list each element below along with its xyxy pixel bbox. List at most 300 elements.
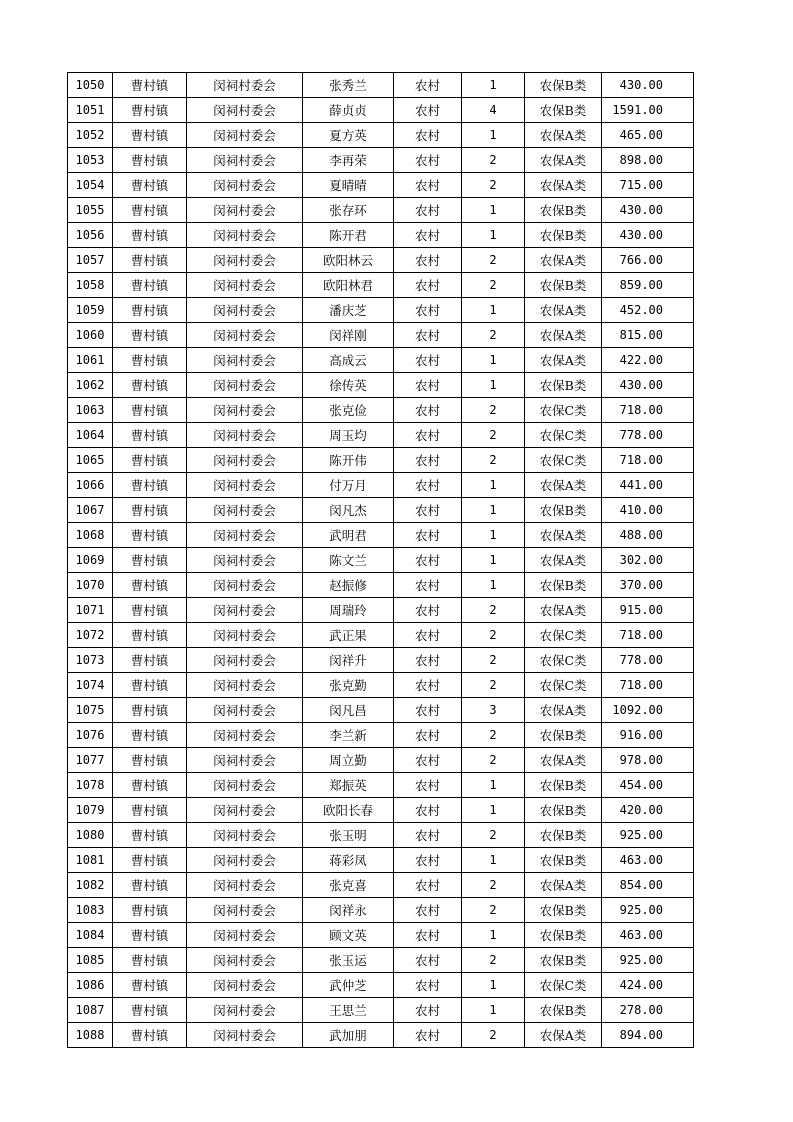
- amount-cell: 925.00: [602, 823, 694, 848]
- household-count-cell: 2: [462, 873, 525, 898]
- amount-cell: 465.00: [602, 123, 694, 148]
- village-committee-cell: 闵祠村委会: [187, 298, 303, 323]
- insurance-class-cell: 农保B类: [525, 573, 602, 598]
- amount-cell: 718.00: [602, 398, 694, 423]
- name-cell: 武仲芝: [303, 973, 394, 998]
- name-cell: 徐传英: [303, 373, 394, 398]
- village-committee-cell: 闵祠村委会: [187, 523, 303, 548]
- village-committee-cell: 闵祠村委会: [187, 823, 303, 848]
- village-committee-cell: 闵祠村委会: [187, 623, 303, 648]
- village-committee-cell: 闵祠村委会: [187, 698, 303, 723]
- insurance-class-cell: 农保A类: [525, 248, 602, 273]
- name-cell: 王思兰: [303, 998, 394, 1023]
- amount-cell: 430.00: [602, 373, 694, 398]
- name-cell: 陈文兰: [303, 548, 394, 573]
- table-row: [68, 748, 694, 773]
- amount-cell: 978.00: [602, 748, 694, 773]
- table-row: [68, 923, 694, 948]
- area-type-cell: 农村: [394, 548, 462, 573]
- town-cell: 曹村镇: [113, 798, 187, 823]
- amount-cell: 854.00: [602, 873, 694, 898]
- area-type-cell: 农村: [394, 873, 462, 898]
- amount-cell: 430.00: [602, 223, 694, 248]
- name-cell: 张玉运: [303, 948, 394, 973]
- town-cell: 曹村镇: [113, 823, 187, 848]
- household-count-cell: 2: [462, 423, 525, 448]
- name-cell: 武正果: [303, 623, 394, 648]
- insurance-class-cell: 农保B类: [525, 773, 602, 798]
- row-number-cell: 1074: [68, 673, 113, 698]
- town-cell: 曹村镇: [113, 873, 187, 898]
- area-type-cell: 农村: [394, 598, 462, 623]
- row-number-cell: 1072: [68, 623, 113, 648]
- insurance-class-cell: 农保A类: [525, 173, 602, 198]
- name-cell: 薛贞贞: [303, 98, 394, 123]
- table-row: [68, 823, 694, 848]
- household-count-cell: 1: [462, 348, 525, 373]
- name-cell: 李兰新: [303, 723, 394, 748]
- town-cell: 曹村镇: [113, 123, 187, 148]
- name-cell: 张玉明: [303, 823, 394, 848]
- town-cell: 曹村镇: [113, 548, 187, 573]
- amount-cell: 420.00: [602, 798, 694, 823]
- table-row: [68, 98, 694, 123]
- name-cell: 闵凡昌: [303, 698, 394, 723]
- table-row: [68, 673, 694, 698]
- town-cell: 曹村镇: [113, 198, 187, 223]
- name-cell: 夏方英: [303, 123, 394, 148]
- name-cell: 郑振英: [303, 773, 394, 798]
- row-number-cell: 1067: [68, 498, 113, 523]
- row-number-cell: 1088: [68, 1023, 113, 1048]
- amount-cell: 422.00: [602, 348, 694, 373]
- household-count-cell: 4: [462, 98, 525, 123]
- town-cell: 曹村镇: [113, 248, 187, 273]
- town-cell: 曹村镇: [113, 473, 187, 498]
- town-cell: 曹村镇: [113, 848, 187, 873]
- amount-cell: 463.00: [602, 923, 694, 948]
- area-type-cell: 农村: [394, 798, 462, 823]
- amount-cell: 766.00: [602, 248, 694, 273]
- household-count-cell: 1: [462, 473, 525, 498]
- area-type-cell: 农村: [394, 448, 462, 473]
- town-cell: 曹村镇: [113, 898, 187, 923]
- town-cell: 曹村镇: [113, 748, 187, 773]
- insurance-class-cell: 农保B类: [525, 923, 602, 948]
- amount-cell: 430.00: [602, 73, 694, 98]
- town-cell: 曹村镇: [113, 73, 187, 98]
- area-type-cell: 农村: [394, 348, 462, 373]
- insurance-class-cell: 农保B类: [525, 98, 602, 123]
- name-cell: 潘庆芝: [303, 298, 394, 323]
- area-type-cell: 农村: [394, 573, 462, 598]
- table-row: [68, 873, 694, 898]
- town-cell: 曹村镇: [113, 398, 187, 423]
- row-number-cell: 1076: [68, 723, 113, 748]
- name-cell: 赵振修: [303, 573, 394, 598]
- amount-cell: 488.00: [602, 523, 694, 548]
- household-count-cell: 1: [462, 198, 525, 223]
- table-row: [68, 398, 694, 423]
- amount-cell: 370.00: [602, 573, 694, 598]
- village-committee-cell: 闵祠村委会: [187, 798, 303, 823]
- table-row: [68, 223, 694, 248]
- area-type-cell: 农村: [394, 248, 462, 273]
- insurance-class-cell: 农保C类: [525, 398, 602, 423]
- name-cell: 闵凡杰: [303, 498, 394, 523]
- row-number-cell: 1083: [68, 898, 113, 923]
- household-count-cell: 2: [462, 823, 525, 848]
- village-committee-cell: 闵祠村委会: [187, 198, 303, 223]
- area-type-cell: 农村: [394, 398, 462, 423]
- household-count-cell: 1: [462, 123, 525, 148]
- row-number-cell: 1064: [68, 423, 113, 448]
- village-committee-cell: 闵祠村委会: [187, 723, 303, 748]
- insurance-class-cell: 农保B类: [525, 198, 602, 223]
- village-committee-cell: 闵祠村委会: [187, 98, 303, 123]
- insurance-class-cell: 农保A类: [525, 548, 602, 573]
- town-cell: 曹村镇: [113, 673, 187, 698]
- amount-cell: 859.00: [602, 273, 694, 298]
- amount-cell: 718.00: [602, 673, 694, 698]
- row-number-cell: 1070: [68, 573, 113, 598]
- table-row: [68, 898, 694, 923]
- insurance-class-cell: 农保A类: [525, 1023, 602, 1048]
- row-number-cell: 1073: [68, 648, 113, 673]
- row-number-cell: 1062: [68, 373, 113, 398]
- insurance-class-cell: 农保B类: [525, 498, 602, 523]
- name-cell: 武明君: [303, 523, 394, 548]
- row-number-cell: 1084: [68, 923, 113, 948]
- table-row: [68, 423, 694, 448]
- name-cell: 周瑞玲: [303, 598, 394, 623]
- table-row: [68, 173, 694, 198]
- table-row: [68, 523, 694, 548]
- household-count-cell: 1: [462, 973, 525, 998]
- area-type-cell: 农村: [394, 748, 462, 773]
- village-committee-cell: 闵祠村委会: [187, 848, 303, 873]
- area-type-cell: 农村: [394, 973, 462, 998]
- table-row: [68, 348, 694, 373]
- name-cell: 陈开君: [303, 223, 394, 248]
- area-type-cell: 农村: [394, 673, 462, 698]
- insurance-class-cell: 农保A类: [525, 598, 602, 623]
- row-number-cell: 1055: [68, 198, 113, 223]
- insurance-class-cell: 农保A类: [525, 323, 602, 348]
- village-committee-cell: 闵祠村委会: [187, 748, 303, 773]
- table-row: [68, 473, 694, 498]
- row-number-cell: 1053: [68, 148, 113, 173]
- table-row: [68, 73, 694, 98]
- row-number-cell: 1082: [68, 873, 113, 898]
- row-number-cell: 1079: [68, 798, 113, 823]
- row-number-cell: 1052: [68, 123, 113, 148]
- row-number-cell: 1075: [68, 698, 113, 723]
- table-row: [68, 623, 694, 648]
- town-cell: 曹村镇: [113, 448, 187, 473]
- row-number-cell: 1056: [68, 223, 113, 248]
- row-number-cell: 1051: [68, 98, 113, 123]
- insurance-class-cell: 农保B类: [525, 848, 602, 873]
- table-row: [68, 1023, 694, 1048]
- amount-cell: 452.00: [602, 298, 694, 323]
- table-row: [68, 573, 694, 598]
- table-row: [68, 248, 694, 273]
- area-type-cell: 农村: [394, 473, 462, 498]
- household-count-cell: 2: [462, 273, 525, 298]
- area-type-cell: 农村: [394, 1023, 462, 1048]
- insurance-class-cell: 农保A类: [525, 523, 602, 548]
- name-cell: 武加朋: [303, 1023, 394, 1048]
- household-count-cell: 2: [462, 448, 525, 473]
- area-type-cell: 农村: [394, 498, 462, 523]
- household-count-cell: 2: [462, 623, 525, 648]
- name-cell: 欧阳林君: [303, 273, 394, 298]
- area-type-cell: 农村: [394, 698, 462, 723]
- household-count-cell: 1: [462, 848, 525, 873]
- household-count-cell: 2: [462, 173, 525, 198]
- table-row: [68, 448, 694, 473]
- village-committee-cell: 闵祠村委会: [187, 273, 303, 298]
- town-cell: 曹村镇: [113, 323, 187, 348]
- table-row: [68, 123, 694, 148]
- area-type-cell: 农村: [394, 98, 462, 123]
- household-count-cell: 2: [462, 723, 525, 748]
- insurance-class-cell: 农保C类: [525, 673, 602, 698]
- insurance-class-cell: 农保C类: [525, 623, 602, 648]
- table-row: [68, 798, 694, 823]
- household-count-cell: 1: [462, 498, 525, 523]
- row-number-cell: 1057: [68, 248, 113, 273]
- name-cell: 闵祥升: [303, 648, 394, 673]
- row-number-cell: 1063: [68, 398, 113, 423]
- name-cell: 周玉均: [303, 423, 394, 448]
- amount-cell: 454.00: [602, 773, 694, 798]
- town-cell: 曹村镇: [113, 148, 187, 173]
- village-committee-cell: 闵祠村委会: [187, 223, 303, 248]
- table-row: [68, 998, 694, 1023]
- town-cell: 曹村镇: [113, 498, 187, 523]
- amount-cell: 463.00: [602, 848, 694, 873]
- area-type-cell: 农村: [394, 923, 462, 948]
- insurance-class-cell: 农保A类: [525, 123, 602, 148]
- insurance-class-cell: 农保B类: [525, 798, 602, 823]
- amount-cell: 410.00: [602, 498, 694, 523]
- row-number-cell: 1087: [68, 998, 113, 1023]
- town-cell: 曹村镇: [113, 373, 187, 398]
- row-number-cell: 1066: [68, 473, 113, 498]
- town-cell: 曹村镇: [113, 348, 187, 373]
- town-cell: 曹村镇: [113, 523, 187, 548]
- insurance-class-cell: 农保B类: [525, 823, 602, 848]
- village-committee-cell: 闵祠村委会: [187, 448, 303, 473]
- name-cell: 陈开伟: [303, 448, 394, 473]
- insurance-class-cell: 农保C类: [525, 423, 602, 448]
- table-row: [68, 548, 694, 573]
- amount-cell: 894.00: [602, 1023, 694, 1048]
- insurance-class-cell: 农保A类: [525, 348, 602, 373]
- area-type-cell: 农村: [394, 848, 462, 873]
- town-cell: 曹村镇: [113, 998, 187, 1023]
- insurance-class-cell: 农保A类: [525, 473, 602, 498]
- household-count-cell: 2: [462, 598, 525, 623]
- household-count-cell: 2: [462, 398, 525, 423]
- name-cell: 周立勤: [303, 748, 394, 773]
- town-cell: 曹村镇: [113, 623, 187, 648]
- row-number-cell: 1071: [68, 598, 113, 623]
- village-committee-cell: 闵祠村委会: [187, 573, 303, 598]
- amount-cell: 430.00: [602, 198, 694, 223]
- town-cell: 曹村镇: [113, 923, 187, 948]
- household-count-cell: 1: [462, 298, 525, 323]
- area-type-cell: 农村: [394, 623, 462, 648]
- amount-cell: 715.00: [602, 173, 694, 198]
- town-cell: 曹村镇: [113, 948, 187, 973]
- row-number-cell: 1078: [68, 773, 113, 798]
- insurance-class-cell: 农保C类: [525, 648, 602, 673]
- household-count-cell: 3: [462, 698, 525, 723]
- household-count-cell: 1: [462, 523, 525, 548]
- name-cell: 闵祥永: [303, 898, 394, 923]
- area-type-cell: 农村: [394, 948, 462, 973]
- row-number-cell: 1060: [68, 323, 113, 348]
- name-cell: 顾文英: [303, 923, 394, 948]
- household-count-cell: 2: [462, 898, 525, 923]
- amount-cell: 424.00: [602, 973, 694, 998]
- insurance-class-cell: 农保B类: [525, 273, 602, 298]
- amount-cell: 915.00: [602, 598, 694, 623]
- town-cell: 曹村镇: [113, 698, 187, 723]
- household-count-cell: 2: [462, 948, 525, 973]
- insurance-class-cell: 农保C类: [525, 973, 602, 998]
- town-cell: 曹村镇: [113, 423, 187, 448]
- village-committee-cell: 闵祠村委会: [187, 323, 303, 348]
- table-row: [68, 723, 694, 748]
- village-committee-cell: 闵祠村委会: [187, 373, 303, 398]
- town-cell: 曹村镇: [113, 573, 187, 598]
- town-cell: 曹村镇: [113, 298, 187, 323]
- row-number-cell: 1058: [68, 273, 113, 298]
- row-number-cell: 1086: [68, 973, 113, 998]
- insurance-class-cell: 农保B类: [525, 948, 602, 973]
- amount-cell: 302.00: [602, 548, 694, 573]
- insurance-class-cell: 农保B类: [525, 373, 602, 398]
- village-committee-cell: 闵祠村委会: [187, 948, 303, 973]
- row-number-cell: 1068: [68, 523, 113, 548]
- amount-cell: 718.00: [602, 623, 694, 648]
- amount-cell: 898.00: [602, 148, 694, 173]
- town-cell: 曹村镇: [113, 223, 187, 248]
- amount-cell: 815.00: [602, 323, 694, 348]
- row-number-cell: 1061: [68, 348, 113, 373]
- row-number-cell: 1077: [68, 748, 113, 773]
- area-type-cell: 农村: [394, 198, 462, 223]
- name-cell: 欧阳长春: [303, 798, 394, 823]
- table-row: [68, 698, 694, 723]
- town-cell: 曹村镇: [113, 1023, 187, 1048]
- insurance-class-cell: 农保B类: [525, 898, 602, 923]
- table-row: [68, 198, 694, 223]
- area-type-cell: 农村: [394, 423, 462, 448]
- area-type-cell: 农村: [394, 523, 462, 548]
- row-number-cell: 1080: [68, 823, 113, 848]
- town-cell: 曹村镇: [113, 173, 187, 198]
- household-count-cell: 2: [462, 648, 525, 673]
- village-committee-cell: 闵祠村委会: [187, 598, 303, 623]
- table-row: [68, 848, 694, 873]
- row-number-cell: 1081: [68, 848, 113, 873]
- amount-cell: 925.00: [602, 948, 694, 973]
- village-committee-cell: 闵祠村委会: [187, 398, 303, 423]
- table-row: [68, 148, 694, 173]
- area-type-cell: 农村: [394, 898, 462, 923]
- village-committee-cell: 闵祠村委会: [187, 673, 303, 698]
- name-cell: 蒋彩凤: [303, 848, 394, 873]
- name-cell: 夏晴晴: [303, 173, 394, 198]
- household-count-cell: 1: [462, 923, 525, 948]
- insurance-class-cell: 农保A类: [525, 748, 602, 773]
- village-committee-cell: 闵祠村委会: [187, 1023, 303, 1048]
- name-cell: 欧阳林云: [303, 248, 394, 273]
- area-type-cell: 农村: [394, 148, 462, 173]
- village-committee-cell: 闵祠村委会: [187, 473, 303, 498]
- table-row: [68, 498, 694, 523]
- household-count-cell: 1: [462, 223, 525, 248]
- household-count-cell: 2: [462, 748, 525, 773]
- village-committee-cell: 闵祠村委会: [187, 898, 303, 923]
- amount-cell: 441.00: [602, 473, 694, 498]
- row-number-cell: 1050: [68, 73, 113, 98]
- name-cell: 张秀兰: [303, 73, 394, 98]
- area-type-cell: 农村: [394, 723, 462, 748]
- insurance-class-cell: 农保A类: [525, 148, 602, 173]
- village-committee-cell: 闵祠村委会: [187, 923, 303, 948]
- village-committee-cell: 闵祠村委会: [187, 73, 303, 98]
- household-count-cell: 1: [462, 548, 525, 573]
- household-count-cell: 1: [462, 773, 525, 798]
- area-type-cell: 农村: [394, 73, 462, 98]
- village-committee-cell: 闵祠村委会: [187, 773, 303, 798]
- table-row: [68, 273, 694, 298]
- village-committee-cell: 闵祠村委会: [187, 498, 303, 523]
- household-count-cell: 2: [462, 1023, 525, 1048]
- table-row: [68, 598, 694, 623]
- area-type-cell: 农村: [394, 173, 462, 198]
- household-count-cell: 1: [462, 798, 525, 823]
- insurance-class-cell: 农保B类: [525, 723, 602, 748]
- area-type-cell: 农村: [394, 123, 462, 148]
- town-cell: 曹村镇: [113, 648, 187, 673]
- area-type-cell: 农村: [394, 998, 462, 1023]
- village-committee-cell: 闵祠村委会: [187, 123, 303, 148]
- name-cell: 张存环: [303, 198, 394, 223]
- table-row: [68, 298, 694, 323]
- name-cell: 闵祥刚: [303, 323, 394, 348]
- table-body: [68, 73, 694, 1048]
- village-committee-cell: 闵祠村委会: [187, 998, 303, 1023]
- amount-cell: 718.00: [602, 448, 694, 473]
- village-committee-cell: 闵祠村委会: [187, 148, 303, 173]
- name-cell: 李再荣: [303, 148, 394, 173]
- village-committee-cell: 闵祠村委会: [187, 973, 303, 998]
- amount-cell: 1591.00: [602, 98, 694, 123]
- household-count-cell: 1: [462, 73, 525, 98]
- town-cell: 曹村镇: [113, 773, 187, 798]
- row-number-cell: 1059: [68, 298, 113, 323]
- insurance-class-cell: 农保C类: [525, 448, 602, 473]
- household-count-cell: 1: [462, 573, 525, 598]
- household-count-cell: 1: [462, 998, 525, 1023]
